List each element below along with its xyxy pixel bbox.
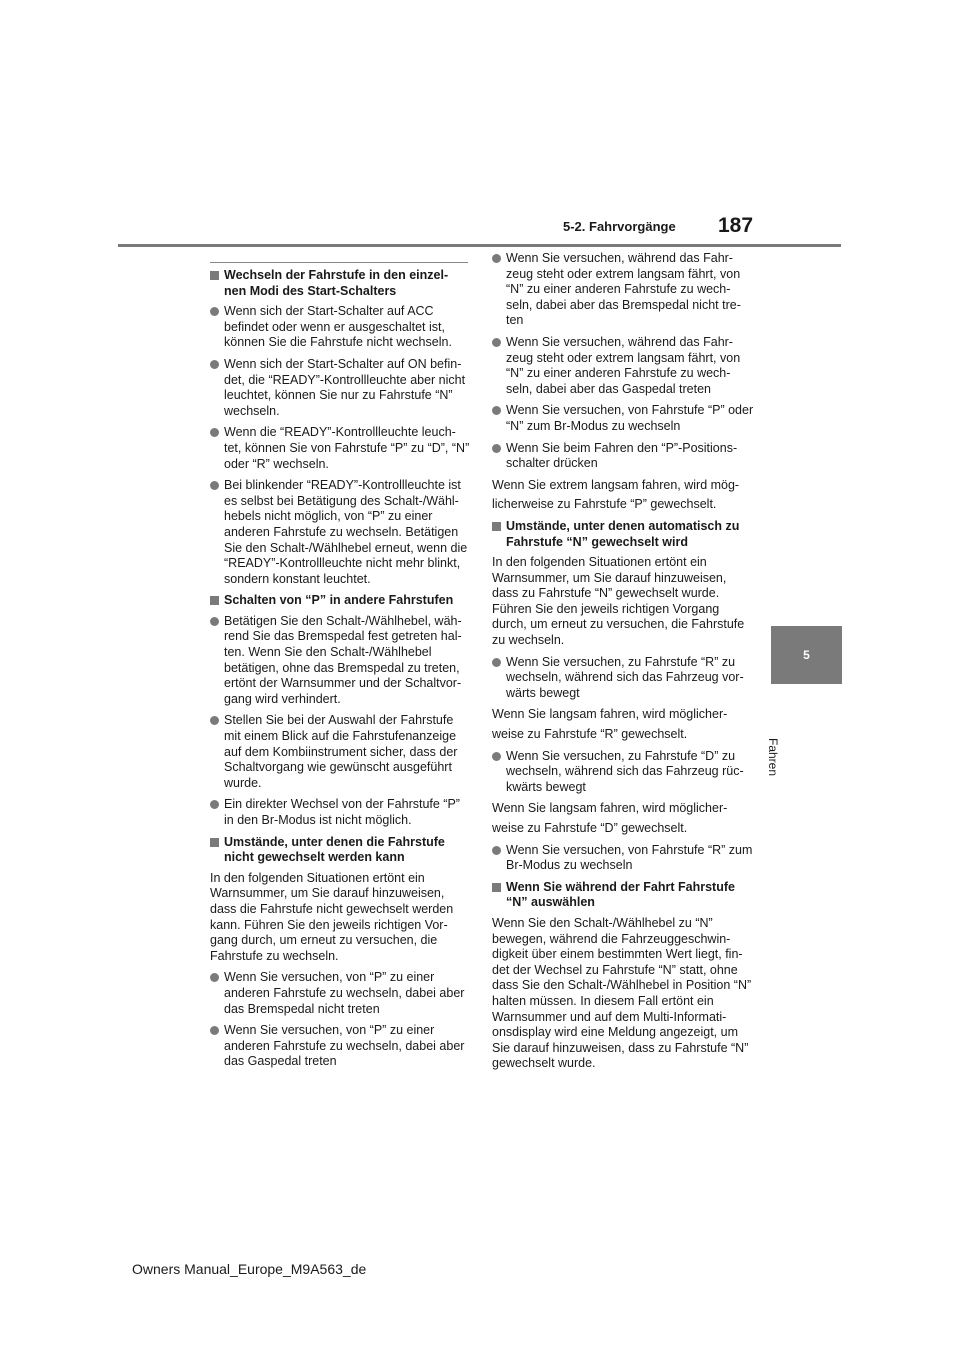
bullet-text: Wenn Sie beim Fahren den “P”-Positions- schalter drücken — [506, 440, 738, 471]
bullet-text: Wenn Sie versuchen, von Fahrstufe “R” zum Br-Modus zu wechseln — [506, 842, 753, 873]
paragraph-line: licherweise zu Fahrstufe “P” gewechselt. — [492, 497, 717, 512]
square-bullet-icon — [210, 838, 219, 847]
circle-bullet-icon — [492, 254, 501, 263]
chapter-tab — [771, 626, 842, 684]
subheading-text: Umstände, unter denen die Fahrstufe nicht gewechselt werden kann — [224, 834, 445, 865]
section-title: 5-2. Fahrvorgänge — [563, 219, 676, 234]
circle-bullet-icon — [210, 716, 219, 725]
circle-bullet-icon — [492, 444, 501, 453]
circle-bullet-icon — [492, 338, 501, 347]
bullet-item — [210, 478, 472, 587]
bullet-text: Wenn Sie versuchen, während das Fahr- zeug steht oder extrem langsam fährt, von “N” zu einer anderen Fahrstufe zu wech- seln, dabei aber das Bremspedal nicht tre- ten — [506, 251, 741, 328]
bullet-text: Wenn Sie versuchen, zu Fahrstufe “D” zu wechseln, während sich das Fahrzeug rüc- kwärts bewegt — [506, 748, 744, 794]
circle-bullet-icon — [210, 617, 219, 626]
bullet-item — [210, 425, 472, 472]
circle-bullet-icon — [492, 752, 501, 761]
subheading-text: Schalten von “P” in andere Fahrstufen — [224, 593, 454, 608]
paragraph-line: Wenn Sie extrem langsam fahren, wird mög- — [492, 477, 740, 492]
subheading-text: Wenn Sie während der Fahrt Fahrstufe “N” auswählen — [506, 879, 735, 910]
circle-bullet-icon — [492, 406, 501, 415]
bullet-text: Bei blinkender “READY”-Kontrollleuchte ist es selbst bei Betätigung des Schalt-/Wähl- hebels nicht möglich, von “P” zu einer anderen Fahrstufe zu wechseln. Betätigen Sie den Schalt-/Wählhebel erneut, wenn die “READY”-Kontrollleuchte nicht mehr blinkt, sondern konstant leuchtet. — [224, 478, 468, 586]
subheading-text: Umstände, unter denen automatisch zu Fahrstufe “N” gewechselt wird — [506, 518, 740, 549]
subheading — [210, 835, 472, 866]
bullet-item — [210, 304, 472, 351]
bullet-text: Ein direkter Wechsel von der Fahrstufe “P” in den Br-Modus ist nicht möglich. — [224, 797, 460, 827]
subheading — [492, 880, 754, 911]
chapter-label-text: Fahren — [766, 738, 780, 777]
circle-bullet-icon — [492, 846, 501, 855]
circle-bullet-icon — [210, 1026, 219, 1035]
square-bullet-icon — [210, 271, 219, 280]
bullet-text: Betätigen Sie den Schalt-/Wählhebel, wäh- rend Sie das Bremspedal fest getreten hal- ten. Wenn Sie den Schalt-/Wählhebel betätigen, ohne das Bremspedal zu treten, ertönt der Warnsummer und der Schaltvor- gang wird verhindert. — [224, 613, 462, 706]
footer-manual-name: Owners Manual_Europe_M9A563_de — [132, 1261, 367, 1277]
circle-bullet-icon — [492, 658, 501, 667]
bullet-text: Wenn Sie versuchen, während das Fahr- zeug steht oder extrem langsam fährt, von “N” zu einer anderen Fahrstufe zu wech- seln, dabei aber das Gaspedal treten — [506, 334, 741, 396]
bullet-item — [492, 843, 754, 874]
bullet-text: Wenn Sie versuchen, von “P” zu einer anderen Fahrstufe zu wechseln, dabei aber das Gaspedal treten — [224, 1023, 465, 1069]
bullet-item — [210, 970, 472, 1017]
bullet-item — [492, 655, 754, 702]
bullet-item — [492, 403, 754, 434]
circle-bullet-icon — [210, 307, 219, 316]
paragraph: Wenn Sie den Schalt-/Wählhebel zu “N” bewegen, während die Fahrzeuggeschwin- digkeit über einem bestimmten Wert liegt, fin- det der Wechsel zu Fahrstufe “N” statt, ohne dass Sie den Schalt-/Wählhebel in Position “N” halten müssen. In diesem Fall ertönt ein Warnsummer und auf dem Multi-Informati- onsdisplay wird eine Meldung angezeigt, um Sie darauf hinzuweisen, dass zu Fahrstufe “N” gewechselt wurde. — [492, 915, 752, 1071]
bullet-text: Wenn Sie versuchen, von “P” zu einer anderen Fahrstufe zu wechseln, dabei aber das Bremspedal nicht treten — [224, 970, 465, 1016]
chapter-number: 5 — [803, 648, 810, 662]
bullet-item — [210, 357, 472, 419]
bullet-text: Wenn Sie versuchen, zu Fahrstufe “R” zu wechseln, während sich das Fahrzeug vor- wärts bewegt — [506, 654, 744, 700]
paragraph: In den folgenden Situationen ertönt ein Warnsummer, um Sie darauf hinzuweisen, dass zu Fahrstufe “N” gewechselt wurde. Führen Sie den jeweils richtigen Vorgang durch, um erneut zu versuchen, die Fahrstufe zu wechseln. — [492, 555, 745, 648]
page-number: 187 — [718, 214, 754, 237]
paragraph-line: Wenn Sie langsam fahren, wird möglicher- — [492, 801, 728, 816]
subheading-text: Wechseln der Fahrstufe in den einzel- nen Modi des Start-Schalters — [224, 268, 449, 298]
bullet-item — [210, 797, 472, 828]
circle-bullet-icon — [210, 360, 219, 369]
square-bullet-icon — [210, 596, 219, 605]
bullet-text: Stellen Sie bei der Auswahl der Fahrstufe mit einem Blick auf die Fahrstufenanzeige auf dem Kombiinstrument sicher, dass der Schaltvorgang wie gewünscht ausgeführt wurde. — [224, 713, 458, 790]
circle-bullet-icon — [210, 428, 219, 437]
left-column-rule — [210, 262, 468, 263]
bullet-item — [492, 335, 754, 397]
bullet-item — [492, 251, 754, 329]
subheading — [492, 519, 754, 550]
bullet-item — [210, 713, 472, 791]
square-bullet-icon — [492, 883, 501, 892]
subheading — [210, 593, 472, 609]
left-column — [210, 268, 472, 1076]
paragraph-line: weise zu Fahrstufe “D” gewechselt. — [492, 821, 688, 835]
bullet-item — [492, 749, 754, 796]
bullet-item — [492, 441, 754, 472]
bullet-text: Wenn sich der Start-Schalter auf ON befin- det, die “READY”-Kontrollleuchte aber nicht leuchtet, können Sie nur zu Fahrstufe “N” wechseln. — [224, 356, 466, 418]
bullet-text: Wenn Sie versuchen, von Fahrstufe “P” oder “N” zum Br-Modus zu wechseln — [506, 403, 754, 433]
circle-bullet-icon — [210, 481, 219, 490]
circle-bullet-icon — [210, 973, 219, 982]
paragraph: In den folgenden Situationen ertönt ein Warnsummer, um Sie darauf hinzuweisen, dass die Fahrstufe nicht gewechselt werden kann. Führen Sie den jeweils richtigen Vor- gang durch, um erneut zu versuchen, die Fahrstufe zu wechseln. — [210, 870, 454, 963]
bullet-text: Wenn sich der Start-Schalter auf ACC befindet oder wenn er ausgeschaltet ist, können Sie die Fahrstufe nicht wechseln. — [224, 304, 452, 350]
chapter-label — [766, 690, 810, 777]
square-bullet-icon — [492, 522, 501, 531]
subheading — [210, 268, 472, 299]
bullet-text: Wenn die “READY”-Kontrollleuchte leuch- tet, können Sie von Fahrstufe “P” zu “D”, “N” oder “R” wechseln. — [224, 425, 470, 471]
paragraph-line: weise zu Fahrstufe “R” gewechselt. — [492, 727, 688, 742]
bullet-item — [210, 614, 472, 708]
header-divider — [118, 244, 841, 247]
circle-bullet-icon — [210, 800, 219, 809]
bullet-item — [210, 1023, 472, 1070]
right-column — [492, 251, 754, 1078]
paragraph-line: Wenn Sie langsam fahren, wird möglicher- — [492, 707, 728, 722]
